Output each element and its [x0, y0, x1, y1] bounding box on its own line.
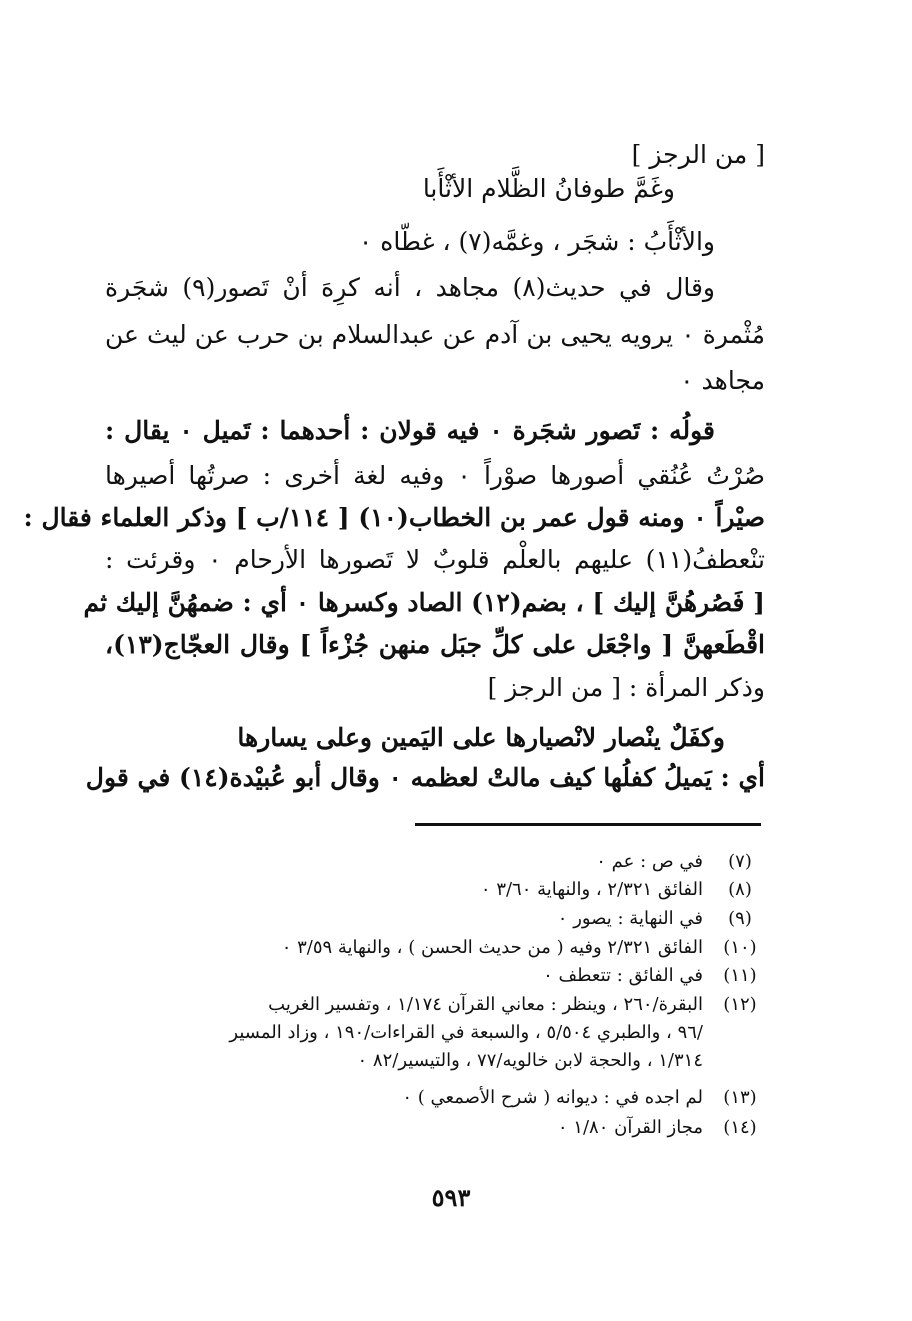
text-line: صيْراً ٠ ومنه قول عمر بن الخطاب(١٠) [ ١١٤/ب ] وذكر العلماء فقال : — [23, 503, 765, 532]
footnote-text: في الفائق : تتعطف ٠ — [543, 965, 703, 986]
footnote — [115, 936, 765, 960]
footnote — [115, 993, 765, 1083]
text-line: اقْطَعهنَّ [ واجْعَل على كلِّ جبَل منهن جُزْءاً ] وقال العجّاج(١٣)، — [105, 630, 765, 659]
page-number: ٥٩٣ — [431, 1183, 471, 1212]
footnote-number: (٨) — [728, 879, 752, 900]
footnote-text: لم اجده في : ديوانه ( شرح الأصمعي ) ٠ — [402, 1087, 703, 1108]
footnote-number: (٩) — [728, 908, 752, 929]
meter-label: [ من الرجز ] — [631, 140, 765, 169]
footnote-number: (١٢) — [723, 994, 757, 1015]
text-line: قولُه : تَصور شجَرة ٠ فيه قولان : أحدهما : تَميل ٠ يقال : — [105, 416, 715, 445]
footnote-number: (١١) — [723, 965, 757, 986]
footnote-text: مجاز القرآن ١/٨٠ ٠ — [557, 1117, 703, 1138]
verse-line: وكفَلٌ ينْصار لانْصيارها على اليَمين وعلى يسارها — [237, 723, 725, 752]
footnote-text: الفائق ٢/٣٢١ وفيه ( من حديث الحسن ) ، والنهاية ٣/٥٩ ٠ — [281, 937, 703, 958]
text-line: صُرْتُ عُنُقي أصورها صوْراً ٠ وفيه لغة أخرى : صرتُها أصيرها — [105, 461, 765, 490]
footnote — [115, 850, 765, 874]
footnote-text: /٩٦ ، والطبري ٥/٥٠٤ ، والسبعة في القراءات/١٩٠ ، وزاد المسير — [229, 1022, 703, 1043]
text-line: وذكر المرأة : [ من الرجز ] — [487, 673, 765, 702]
footnote-text: في ص : عم ٠ — [596, 851, 703, 872]
footnote-number: (١٤) — [723, 1117, 757, 1138]
footnote-text: في النهاية : يصور ٠ — [557, 908, 703, 929]
footnote-number: (٧) — [728, 851, 752, 872]
text-line: أي : يَميلُ كفلُها كيف مالتْ لعظمه ٠ وقال أبو عُبيْدة(١٤) في قول — [85, 763, 765, 792]
text-line: [ فَصُرهُنَّ إليك ] ، بضم(١٢) الصاد وكسرها ٠ أي : ضمهُنَّ إليك ثم — [83, 588, 765, 617]
text-line: تنْعطفُ(١١) عليهم بالعلْم قلوبٌ لا تَصورها الأرحام ٠ وقرئت : — [105, 545, 766, 574]
footnote — [115, 1116, 765, 1140]
footnote — [115, 907, 765, 931]
text-line: مُثْمرة ٠ يرويه يحيى بن آدم عن عبدالسلام بن حرب عن ليث عن — [105, 320, 765, 349]
text-line: مجاهد ٠ — [680, 366, 765, 395]
text-line: وقال في حديث(٨) مجاهد ، أنه كرِهَ أنْ تَصور(٩) شجَرة — [105, 273, 715, 302]
verse-line: وغَمَّ طوفانُ الظَّلام الأثْأَبا — [422, 174, 675, 203]
footnote-number: (١٣) — [723, 1087, 757, 1108]
footnote — [115, 1086, 765, 1110]
footnote-separator — [415, 823, 761, 826]
footnote-text: ١/٣١٤ ، والحجة لابن خالويه/٧٧ ، والتيسير/٨٢ ٠ — [357, 1050, 703, 1071]
footnote-text: الفائق ٢/٣٢١ ، والنهاية ٣/٦٠ ٠ — [480, 879, 703, 900]
footnote-text: البقرة/٢٦٠ ، وينظر : معاني القرآن ١/١٧٤ ، وتفسير الغريب — [268, 994, 703, 1015]
footnote-number: (١٠) — [723, 937, 757, 958]
text-line: والأثْأَبُ : شجَر ، وغمَّه(٧) ، غطّاه ٠ — [358, 227, 715, 256]
footnote — [115, 964, 765, 988]
footnote — [115, 878, 765, 902]
